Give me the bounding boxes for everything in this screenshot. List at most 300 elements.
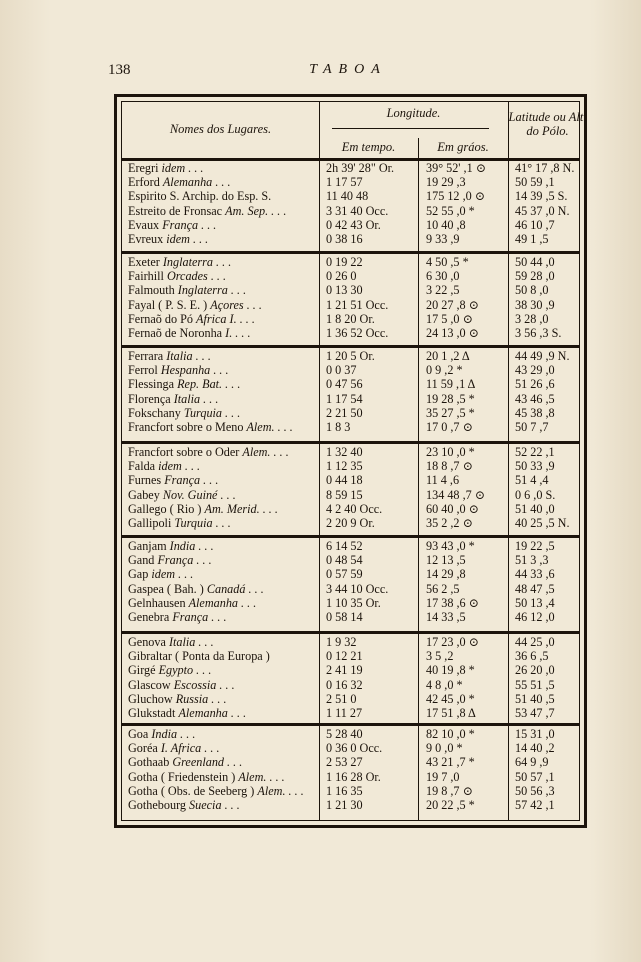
table-row bbox=[122, 474, 579, 487]
place-name-text: Estreito de Fronsac bbox=[128, 204, 226, 218]
table-frame bbox=[114, 94, 587, 828]
longitude-time: 0 38 16 bbox=[326, 232, 363, 246]
table-row bbox=[122, 393, 579, 406]
latitude-value: 53 47 ,7 bbox=[515, 706, 555, 720]
longitude-time: 1 9 32 bbox=[326, 635, 357, 649]
latitude-value: 50 7 ,7 bbox=[515, 420, 549, 434]
latitude-value: 44 33 ,6 bbox=[515, 567, 555, 582]
place-region: Alem. . . . bbox=[246, 421, 293, 434]
place-name-text: Gluchow bbox=[128, 692, 176, 706]
latitude-value: 50 33 ,9 bbox=[515, 459, 555, 474]
longitude-degrees: 19 8 ,7 ⊙ bbox=[426, 783, 473, 798]
place-name bbox=[128, 407, 314, 420]
page-header bbox=[108, 62, 588, 84]
place-name-text: Glukstadt bbox=[128, 707, 179, 720]
group-rule bbox=[122, 441, 579, 444]
header-time: Em tempo. bbox=[341, 140, 396, 154]
place-region: França . . . bbox=[157, 554, 212, 568]
latitude-value: 0 6 ,0 S. bbox=[515, 487, 556, 502]
place-region: India . . . bbox=[169, 540, 214, 553]
latitude-value: 44 49 ,9 N. bbox=[515, 349, 570, 363]
table-row bbox=[122, 785, 579, 798]
place-name-text: Fayal ( P. S. E. ) bbox=[128, 298, 211, 312]
header-degrees: Em gráos. bbox=[437, 140, 489, 154]
place-name bbox=[128, 679, 314, 692]
place-name bbox=[128, 176, 314, 189]
place-name bbox=[128, 650, 314, 663]
longitude-degrees: 3 22 ,5 bbox=[426, 283, 460, 298]
table-row bbox=[122, 503, 579, 516]
header-latitude: Latitude ou Alt. do Pólo. bbox=[508, 110, 587, 138]
place-name-text: Gibraltar ( Ponta da Europa ) bbox=[128, 650, 270, 664]
place-name-text: Gelnhausen bbox=[128, 596, 189, 610]
latitude-value: 40 25 ,5 N. bbox=[515, 516, 570, 530]
table-row bbox=[122, 205, 579, 218]
place-region: I. Africa . . . bbox=[160, 742, 220, 756]
longitude-degrees: 14 29 ,8 bbox=[426, 567, 466, 582]
place-region: Canadá . . . bbox=[206, 582, 264, 596]
place-name bbox=[128, 219, 314, 232]
longitude-time: 2 51 0 bbox=[326, 691, 357, 706]
place-region: Orcades . . . bbox=[166, 270, 227, 284]
latitude-value: 51 4 ,4 bbox=[515, 473, 549, 488]
longitude-degrees: 39° 52' ,1 ⊙ bbox=[426, 161, 486, 175]
longitude-degrees: 52 55 ,0 * bbox=[426, 203, 475, 218]
place-region: Africa I. . . . bbox=[196, 312, 255, 326]
latitude-value: 44 25 ,0 bbox=[515, 635, 555, 649]
place-name-text: Fairhill bbox=[128, 270, 167, 284]
longitude-degrees: 134 48 ,7 ⊙ bbox=[426, 487, 485, 502]
table-row bbox=[122, 771, 579, 784]
place-name-text: Furnes bbox=[128, 474, 165, 488]
latitude-value: 57 42 ,1 bbox=[515, 798, 555, 812]
table-row bbox=[122, 679, 579, 692]
table-row bbox=[122, 176, 579, 189]
place-name bbox=[128, 517, 314, 530]
place-name-text: Gand bbox=[128, 554, 158, 568]
place-region: França . . . bbox=[162, 218, 217, 232]
latitude-value: 46 12 ,0 bbox=[515, 610, 555, 624]
longitude-degrees: 20 1 ,2 Δ bbox=[426, 349, 470, 363]
longitude-time: 11 40 48 bbox=[326, 189, 369, 204]
place-region: Turquia . . . bbox=[174, 517, 231, 530]
place-name-text: Glascow bbox=[128, 678, 174, 692]
longitude-brace bbox=[332, 128, 489, 129]
place-name-text: Ferrol bbox=[128, 364, 161, 378]
place-region: Alem. . . . bbox=[242, 446, 289, 459]
place-name-text: Gotha ( Friedenstein ) bbox=[128, 770, 239, 784]
longitude-time: 1 21 30 bbox=[326, 798, 363, 812]
longitude-time: 0 42 43 Or. bbox=[326, 217, 381, 232]
table-row bbox=[122, 693, 579, 706]
place-region: Am. Merid. . . . bbox=[204, 502, 278, 516]
place-name-text: Falda bbox=[128, 460, 159, 474]
table-row bbox=[122, 636, 579, 649]
table-row bbox=[122, 421, 579, 434]
place-name-text: Girgé bbox=[128, 664, 159, 678]
latitude-value: 51 3 ,3 bbox=[515, 553, 549, 568]
latitude-value: 14 40 ,2 bbox=[515, 741, 555, 756]
longitude-degrees: 11 59 ,1 Δ bbox=[426, 377, 476, 392]
longitude-degrees: 12 13 ,5 bbox=[426, 553, 466, 568]
latitude-value: 51 26 ,6 bbox=[515, 377, 555, 392]
running-title: TABOA bbox=[309, 62, 387, 77]
latitude-value: 48 47 ,5 bbox=[515, 581, 555, 596]
place-name-text: Fernaõ de Noronha bbox=[128, 327, 226, 340]
place-name bbox=[128, 256, 314, 269]
latitude-value: 52 22 ,1 bbox=[515, 445, 555, 459]
place-name bbox=[128, 327, 314, 340]
place-name-text: Fernaõ do Pó bbox=[128, 312, 197, 326]
longitude-degrees: 9 33 ,9 bbox=[426, 232, 460, 246]
place-region: India . . . bbox=[151, 728, 196, 741]
place-name bbox=[128, 378, 314, 391]
place-region: Greenland . . . bbox=[172, 756, 243, 770]
place-name bbox=[128, 350, 314, 363]
place-region: Alem. . . . bbox=[238, 770, 285, 784]
latitude-value: 15 31 ,0 bbox=[515, 727, 555, 741]
longitude-degrees: 10 40 ,8 bbox=[426, 217, 466, 232]
latitude-value: 50 59 ,1 bbox=[515, 175, 555, 190]
place-name bbox=[128, 190, 314, 203]
place-region: Escossia . . . bbox=[173, 678, 235, 692]
place-name bbox=[128, 799, 314, 812]
place-name-text: Francfort sobre o Meno bbox=[128, 421, 247, 434]
longitude-time: 1 21 51 Occ. bbox=[326, 297, 389, 312]
place-name bbox=[128, 421, 314, 434]
table-row bbox=[122, 446, 579, 459]
longitude-time: 8 59 15 bbox=[326, 487, 363, 502]
longitude-time: 2 41 19 bbox=[326, 663, 363, 678]
latitude-value: 50 57 ,1 bbox=[515, 769, 555, 784]
table-row bbox=[122, 270, 579, 283]
group-rule bbox=[122, 631, 579, 634]
place-name bbox=[128, 636, 314, 649]
longitude-degrees: 17 23 ,0 ⊙ bbox=[426, 635, 479, 649]
longitude-time: 1 10 35 Or. bbox=[326, 595, 381, 610]
place-name bbox=[128, 707, 314, 720]
table bbox=[121, 101, 587, 821]
latitude-value: 64 9 ,9 bbox=[515, 755, 549, 770]
longitude-time: 1 8 20 Or. bbox=[326, 311, 375, 326]
longitude-time: 2 53 27 bbox=[326, 755, 363, 770]
place-region: Russia . . . bbox=[175, 692, 227, 706]
table-row bbox=[122, 568, 579, 581]
place-name bbox=[128, 313, 314, 326]
place-name-text: Fokschany bbox=[128, 406, 184, 420]
table-row bbox=[122, 313, 579, 326]
longitude-time: 0 26 0 bbox=[326, 269, 357, 284]
table-row bbox=[122, 583, 579, 596]
place-name bbox=[128, 785, 314, 798]
table-row bbox=[122, 489, 579, 502]
place-region: Italia . . . bbox=[173, 392, 219, 406]
place-region: Hespanha . . . bbox=[160, 364, 229, 378]
latitude-value: 50 56 ,3 bbox=[515, 783, 555, 798]
latitude-value: 36 6 ,5 bbox=[515, 649, 549, 664]
place-name-text: Gap bbox=[128, 568, 152, 582]
longitude-degrees: 19 29 ,3 bbox=[426, 175, 466, 190]
longitude-time: 3 31 40 Occ. bbox=[326, 203, 389, 218]
table-row bbox=[122, 284, 579, 297]
place-region: Turquia . . . bbox=[183, 406, 241, 420]
longitude-degrees: 20 27 ,8 ⊙ bbox=[426, 297, 479, 312]
place-name-text: Gothaab bbox=[128, 756, 173, 770]
place-name-text: Ferrara bbox=[128, 350, 167, 363]
place-name bbox=[128, 756, 314, 769]
group-rule bbox=[122, 251, 579, 254]
table-row bbox=[122, 742, 579, 755]
place-name-text: Exeter bbox=[128, 256, 163, 269]
longitude-time: 0 48 54 bbox=[326, 553, 363, 568]
table-row bbox=[122, 364, 579, 377]
longitude-time: 0 12 21 bbox=[326, 649, 363, 664]
place-name-text: Gaspea ( Bah. ) bbox=[128, 582, 207, 596]
longitude-time: 1 8 3 bbox=[326, 420, 351, 434]
latitude-value: 43 29 ,0 bbox=[515, 363, 555, 378]
longitude-time: 5 28 40 bbox=[326, 727, 363, 741]
longitude-degrees: 56 2 ,5 bbox=[426, 581, 460, 596]
place-name bbox=[128, 162, 314, 175]
table-row bbox=[122, 233, 579, 246]
place-region: Nov. Guiné . . . bbox=[162, 488, 236, 502]
place-name-text: Evreux bbox=[128, 233, 167, 246]
latitude-value: 3 28 ,0 bbox=[515, 311, 549, 326]
table-row bbox=[122, 299, 579, 312]
longitude-degrees: 93 43 ,0 * bbox=[426, 539, 475, 553]
place-name bbox=[128, 728, 314, 741]
longitude-degrees: 20 22 ,5 * bbox=[426, 798, 475, 812]
place-region: Inglaterra . . . bbox=[162, 256, 232, 269]
place-region: Am. Sep. . . . bbox=[225, 204, 287, 218]
longitude-time: 2 21 50 bbox=[326, 405, 363, 420]
table-row bbox=[122, 554, 579, 567]
table-row bbox=[122, 799, 579, 812]
table-row bbox=[122, 407, 579, 420]
place-name bbox=[128, 284, 314, 297]
longitude-time: 1 17 57 bbox=[326, 175, 363, 190]
place-name-text: Gallego ( Rio ) bbox=[128, 502, 205, 516]
place-name bbox=[128, 299, 314, 312]
longitude-time: 0 47 56 bbox=[326, 377, 363, 392]
place-name bbox=[128, 742, 314, 755]
place-region: Rep. Bat. . . . bbox=[177, 378, 241, 392]
latitude-value: 41° 17 ,8 N. bbox=[515, 161, 575, 175]
latitude-value: 50 44 ,0 bbox=[515, 255, 555, 269]
latitude-value: 19 22 ,5 bbox=[515, 539, 555, 553]
longitude-time: 0 36 0 Occ. bbox=[326, 741, 383, 756]
latitude-value: 51 40 ,0 bbox=[515, 501, 555, 516]
place-region: Alem. . . . bbox=[257, 784, 304, 798]
longitude-degrees: 3 5 ,2 bbox=[426, 649, 454, 664]
place-name-text: Eregri bbox=[128, 162, 162, 175]
longitude-degrees: 42 45 ,0 * bbox=[426, 691, 475, 706]
table-row bbox=[122, 517, 579, 530]
latitude-value: 50 13 ,4 bbox=[515, 595, 555, 610]
longitude-time: 0 58 14 bbox=[326, 610, 363, 624]
longitude-time: 6 14 52 bbox=[326, 539, 363, 553]
place-name-text: Genova bbox=[128, 636, 169, 649]
longitude-time: 2h 39' 28" Or. bbox=[326, 161, 395, 175]
place-name-text: Evaux bbox=[128, 218, 163, 232]
longitude-degrees: 9 0 ,0 * bbox=[426, 741, 463, 756]
longitude-degrees: 40 19 ,8 * bbox=[426, 663, 475, 678]
latitude-value: 59 28 ,0 bbox=[515, 269, 555, 284]
longitude-degrees: 60 40 ,0 ⊙ bbox=[426, 501, 479, 516]
table-row bbox=[122, 162, 579, 175]
place-name bbox=[128, 771, 314, 784]
longitude-time: 1 16 35 bbox=[326, 783, 363, 798]
place-region: Alemanha . . . bbox=[188, 596, 257, 610]
latitude-value: 50 8 ,0 bbox=[515, 283, 549, 298]
place-name bbox=[128, 233, 314, 246]
place-name-text: Erford bbox=[128, 176, 163, 190]
place-name bbox=[128, 205, 314, 218]
longitude-degrees: 17 5 ,0 ⊙ bbox=[426, 311, 473, 326]
table-row bbox=[122, 664, 579, 677]
place-region: idem . . . bbox=[166, 233, 209, 246]
place-name bbox=[128, 693, 314, 706]
table-row bbox=[122, 327, 579, 340]
place-region: Açores . . . bbox=[210, 298, 262, 312]
place-name-text: Goréa bbox=[128, 742, 161, 756]
latitude-value: 26 20 ,0 bbox=[515, 663, 555, 678]
place-region: Suecia . . . bbox=[189, 799, 240, 812]
longitude-degrees: 0 9 ,2 * bbox=[426, 363, 463, 378]
place-name-text: Gotha ( Obs. de Seeberg ) bbox=[128, 784, 258, 798]
longitude-degrees: 17 38 ,6 ⊙ bbox=[426, 595, 479, 610]
place-region: idem . . . bbox=[161, 162, 204, 175]
table-row bbox=[122, 219, 579, 232]
page-number: 138 bbox=[108, 62, 131, 78]
latitude-value: 55 51 ,5 bbox=[515, 677, 555, 692]
longitude-time: 1 16 28 Or. bbox=[326, 769, 381, 784]
longitude-degrees: 82 10 ,0 * bbox=[426, 727, 475, 741]
latitude-value: 38 30 ,9 bbox=[515, 297, 555, 312]
place-region: idem . . . bbox=[151, 568, 194, 582]
latitude-value: 49 1 ,5 bbox=[515, 232, 549, 246]
group-rule bbox=[122, 535, 579, 538]
longitude-time: 0 19 22 bbox=[326, 255, 363, 269]
header-names: Nomes dos Lugares. bbox=[169, 122, 272, 136]
table-row bbox=[122, 460, 579, 473]
place-region: Italia . . . bbox=[168, 636, 214, 649]
group-rule bbox=[122, 345, 579, 348]
place-region: idem . . . bbox=[158, 460, 201, 474]
place-name-text: Florença bbox=[128, 392, 174, 406]
place-name-text: Goa bbox=[128, 728, 152, 741]
table-row bbox=[122, 190, 579, 203]
longitude-time: 4 2 40 Occ. bbox=[326, 501, 383, 516]
longitude-time: 1 32 40 bbox=[326, 445, 363, 459]
longitude-degrees: 19 28 ,5 * bbox=[426, 391, 475, 406]
place-name bbox=[128, 503, 314, 516]
longitude-degrees: 18 8 ,7 ⊙ bbox=[426, 459, 473, 474]
longitude-degrees: 17 51 ,8 Δ bbox=[426, 706, 476, 720]
place-name bbox=[128, 489, 314, 502]
table-row bbox=[122, 540, 579, 553]
table-row bbox=[122, 611, 579, 624]
longitude-degrees: 23 10 ,0 * bbox=[426, 445, 475, 459]
longitude-time: 1 36 52 Occ. bbox=[326, 326, 389, 340]
longitude-time: 0 16 32 bbox=[326, 677, 363, 692]
place-region: França . . . bbox=[164, 474, 219, 488]
latitude-value: 3 56 ,3 S. bbox=[515, 326, 562, 340]
longitude-degrees: 14 33 ,5 bbox=[426, 610, 466, 624]
place-name bbox=[128, 611, 314, 624]
place-name bbox=[128, 460, 314, 473]
table-row bbox=[122, 650, 579, 663]
longitude-time: 2 20 9 Or. bbox=[326, 516, 375, 530]
header-longitude: Longitude. bbox=[386, 106, 441, 120]
longitude-degrees: 19 7 ,0 bbox=[426, 769, 460, 784]
place-name bbox=[128, 540, 314, 553]
longitude-time: 1 20 5 Or. bbox=[326, 349, 375, 363]
table-row bbox=[122, 256, 579, 269]
longitude-degrees: 11 4 ,6 bbox=[426, 473, 460, 488]
place-name-text: Francfort sobre o Oder bbox=[128, 446, 243, 459]
place-region: I. . . . bbox=[225, 327, 251, 340]
table-row bbox=[122, 350, 579, 363]
place-name bbox=[128, 568, 314, 581]
longitude-time: 0 13 30 bbox=[326, 283, 363, 298]
longitude-degrees: 4 8 ,0 * bbox=[426, 677, 463, 692]
longitude-time: 3 44 10 Occ. bbox=[326, 581, 389, 596]
place-name-text: Gallipoli bbox=[128, 517, 175, 530]
longitude-time: 1 17 54 bbox=[326, 391, 363, 406]
place-name bbox=[128, 474, 314, 487]
place-region: Italia . . . bbox=[166, 350, 211, 363]
place-name-text: Gabey bbox=[128, 488, 163, 502]
place-name-text: Espirito S. Archip. do Esp. S. bbox=[128, 190, 272, 204]
longitude-degrees: 17 0 ,7 ⊙ bbox=[426, 420, 473, 434]
longitude-degrees: 175 12 ,0 ⊙ bbox=[426, 189, 485, 204]
place-name bbox=[128, 270, 314, 283]
table-row bbox=[122, 597, 579, 610]
place-name bbox=[128, 597, 314, 610]
longitude-degrees: 35 27 ,5 * bbox=[426, 405, 475, 420]
place-region: Inglaterra . . . bbox=[177, 284, 247, 298]
place-name-text: Ganjam bbox=[128, 540, 170, 553]
longitude-degrees: 6 30 ,0 bbox=[426, 269, 460, 284]
place-name-text: Gothebourg bbox=[128, 799, 190, 812]
longitude-time: 0 44 18 bbox=[326, 473, 363, 488]
place-region: Alemanha . . . bbox=[162, 176, 231, 190]
longitude-time: 0 57 59 bbox=[326, 567, 363, 582]
longitude-degrees: 4 50 ,5 * bbox=[426, 255, 469, 269]
place-name bbox=[128, 446, 314, 459]
longitude-degrees: 35 2 ,2 ⊙ bbox=[426, 516, 473, 530]
latitude-value: 14 39 ,5 S. bbox=[515, 189, 568, 204]
longitude-degrees: 43 21 ,7 * bbox=[426, 755, 475, 770]
place-region: Egypto . . . bbox=[158, 664, 212, 678]
latitude-value: 46 10 ,7 bbox=[515, 217, 555, 232]
group-rule bbox=[122, 723, 579, 726]
place-region: França . . . bbox=[172, 611, 227, 624]
place-name-text: Genebra bbox=[128, 611, 173, 624]
place-name bbox=[128, 393, 314, 406]
place-name-text: Flessinga bbox=[128, 378, 178, 392]
table-row bbox=[122, 378, 579, 391]
place-name bbox=[128, 554, 314, 567]
place-name bbox=[128, 583, 314, 596]
longitude-degrees: 24 13 ,0 ⊙ bbox=[426, 326, 479, 340]
latitude-value: 45 37 ,0 N. bbox=[515, 203, 570, 218]
place-name bbox=[128, 664, 314, 677]
place-name bbox=[128, 364, 314, 377]
latitude-value: 51 40 ,5 bbox=[515, 691, 555, 706]
longitude-time: 1 12 35 bbox=[326, 459, 363, 474]
